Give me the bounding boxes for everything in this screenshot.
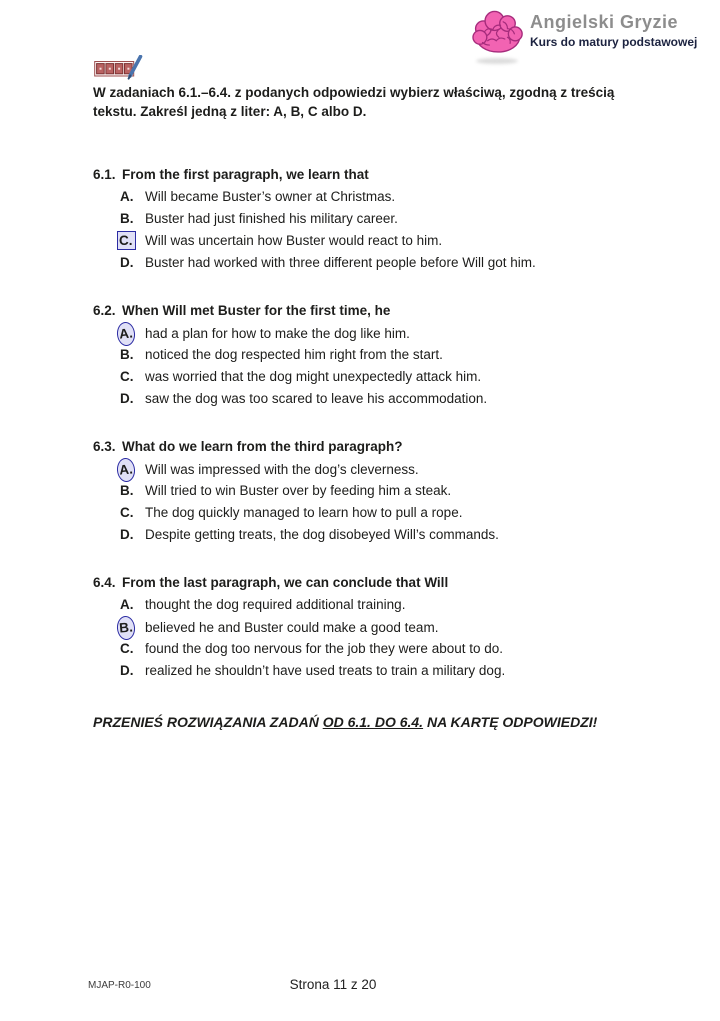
instruction-line-1: W zadaniach 6.1.–6.4. z podanych odpowiedzi wybierz właściwą, zgodną z treścią <box>93 85 615 100</box>
option-letter-cell <box>120 616 145 640</box>
question-number: 6.4. <box>93 575 116 590</box>
options-list <box>120 594 653 682</box>
options-list <box>120 458 653 546</box>
option-letter-cell <box>120 322 145 346</box>
option-letter-cell <box>120 344 145 366</box>
option-text: Will was impressed with the dog’s cleverness. <box>145 462 419 477</box>
option-letter-cell <box>120 208 145 230</box>
transfer-note-underlined: OD 6.1. DO 6.4. <box>322 714 424 730</box>
answer-option <box>120 502 653 524</box>
option-text: The dog quickly managed to learn how to pull a rope. <box>145 505 463 520</box>
transfer-note <box>93 714 673 730</box>
option-text: Despite getting treats, the dog disobeyed Will’s commands. <box>145 527 499 542</box>
option-letter: D. <box>120 255 134 270</box>
option-letter-cell <box>120 524 145 546</box>
question-prompt: What do we learn from the third paragraph? <box>122 439 403 454</box>
option-text: Will was uncertain how Buster would react to him. <box>145 233 443 248</box>
option-letter: B. <box>120 483 134 498</box>
answer-option <box>120 388 653 410</box>
question-prompt: When Will met Buster for the first time, he <box>122 303 391 318</box>
option-text: found the dog too nervous for the job they were about to do. <box>145 641 504 656</box>
option-letter: A. <box>120 189 134 204</box>
option-letter-cell <box>120 186 145 208</box>
option-text: Will became Buster’s owner at Christmas. <box>145 189 396 204</box>
transfer-note-suffix: NA KARTĘ ODPOWIEDZI! <box>423 714 598 730</box>
option-letter-cell <box>120 594 145 616</box>
option-text: had a plan for how to make the dog like him. <box>145 326 410 341</box>
option-letter: D. <box>120 391 134 406</box>
option-letter: C. <box>120 505 134 520</box>
answer-option <box>120 480 653 502</box>
answer-option <box>120 594 653 616</box>
option-letter-cell <box>120 660 145 682</box>
question-6.3 <box>93 436 653 546</box>
answer-option <box>120 366 653 388</box>
option-letter-cell <box>120 388 145 410</box>
option-text: saw the dog was too scared to leave his accommodation. <box>145 391 488 406</box>
logo <box>466 6 714 68</box>
answer-option <box>120 186 653 208</box>
option-letter-cell <box>120 366 145 388</box>
question-number: 6.3. <box>93 439 116 454</box>
option-letter-cell <box>120 458 145 482</box>
answer-option <box>120 524 653 546</box>
question-6.2 <box>93 300 653 410</box>
option-letter: C. <box>120 369 134 384</box>
answer-option <box>120 660 653 682</box>
question-6.4 <box>93 572 653 682</box>
option-letter: C. <box>120 641 134 656</box>
option-letter-cell <box>120 252 145 274</box>
document-code: MJAP-R0-100 <box>88 980 151 991</box>
answer-option-selected <box>120 616 653 638</box>
question-prompt: From the first paragraph, we learn that <box>122 167 369 182</box>
answer-option-selected <box>120 230 653 252</box>
option-letter: A. <box>120 597 134 612</box>
option-letter: D. <box>120 663 134 678</box>
option-letter: B. <box>116 615 136 640</box>
question-number: 6.1. <box>93 167 116 182</box>
option-text: Buster had just finished his military career. <box>145 211 398 226</box>
option-letter: A. <box>116 321 136 346</box>
questions-list <box>93 164 653 682</box>
answer-option <box>120 208 653 230</box>
option-text: believed he and Buster could make a good team. <box>145 620 439 635</box>
option-text: Will tried to win Buster over by feeding him a steak. <box>145 483 452 498</box>
task-instructions <box>93 84 653 121</box>
options-list <box>120 322 653 410</box>
option-letter: D. <box>120 527 134 542</box>
answer-boxes-pen-icon <box>94 55 144 86</box>
option-letter-cell <box>120 638 145 660</box>
logo-title: Angielski Gryzie <box>530 12 679 32</box>
option-text: thought the dog required additional training. <box>145 597 406 612</box>
option-text: noticed the dog respected him right from the start. <box>145 347 443 362</box>
options-list <box>120 186 653 274</box>
transfer-note-prefix: PRZENIEŚ ROZWIĄZANIA ZADAŃ <box>93 714 323 730</box>
option-text: was worried that the dog might unexpectedly attack him. <box>145 369 482 384</box>
question-prompt: From the last paragraph, we can conclude that Will <box>122 575 449 590</box>
answer-option <box>120 638 653 660</box>
question-number: 6.2. <box>93 303 116 318</box>
question-6.1 <box>93 164 653 274</box>
instruction-line-2: tekstu. Zakreśl jedną z liter: A, B, C albo D. <box>93 103 367 119</box>
page-number: Strona 11 z 20 <box>289 977 377 992</box>
option-letter: B. <box>120 211 134 226</box>
answer-option-selected <box>120 458 653 480</box>
option-letter-cell <box>120 480 145 502</box>
option-text: realized he shouldn’t have used treats to train a military dog. <box>145 663 506 678</box>
answer-option <box>120 252 653 274</box>
option-letter-cell <box>120 502 145 524</box>
logo-shadow <box>476 58 518 64</box>
logo-subtitle: Kurs do matury podstawowej <box>530 35 698 49</box>
option-letter: B. <box>120 347 134 362</box>
option-letter: A. <box>116 457 136 482</box>
option-text: Buster had worked with three different people before Will got him. <box>145 255 536 270</box>
option-letter: C. <box>117 231 136 250</box>
option-letter-cell <box>120 230 145 252</box>
answer-option-selected <box>120 322 653 344</box>
answer-option <box>120 344 653 366</box>
brain-icon <box>472 8 524 58</box>
